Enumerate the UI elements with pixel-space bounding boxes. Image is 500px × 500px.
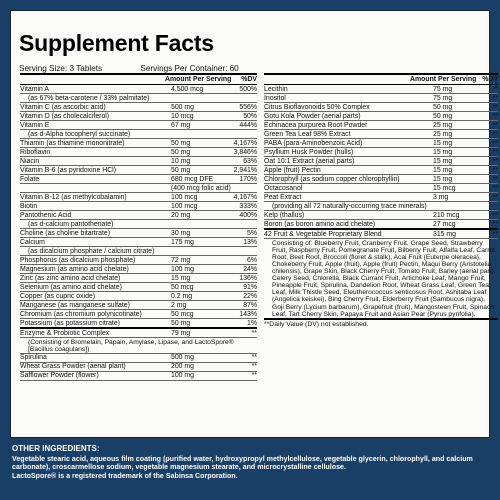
nutrient-row — [20, 256, 257, 265]
nutrient-amount: 25 mg — [433, 130, 453, 138]
nutrient-dv: ** — [492, 175, 498, 183]
nutrient-row — [20, 319, 257, 329]
nutrient-row — [20, 103, 257, 112]
nutrient-dv: 5% — [247, 229, 257, 237]
nutrient-amount: 79 mg — [171, 329, 191, 337]
nutrient-name: Echinacea purpurea Root Powder — [264, 121, 368, 129]
nutrient-name: Riboflavin — [20, 148, 51, 156]
nutrient-row — [20, 202, 257, 211]
nutrient-name: (providing all 72 naturally-occurring trace minerals) — [272, 202, 427, 210]
nutrient-name: Kelp (thallus) — [264, 211, 305, 219]
nutrient-row — [20, 175, 257, 184]
nutrient-dv: ** — [492, 130, 498, 138]
nutrient-amount: 680 mcg DFE — [171, 175, 214, 183]
nutrient-row — [20, 329, 257, 338]
nutrient-name: Oat 10:1 Extract (aerial parts) — [264, 157, 355, 165]
nutrient-dv: ** — [492, 184, 498, 192]
nutrient-dv: 13% — [243, 238, 257, 246]
nutrient-row — [264, 184, 498, 193]
nutrient-dv: 1% — [247, 319, 257, 327]
nutrient-name: Chromium (as chromium polynicotinate) — [20, 310, 142, 318]
nutrient-row — [20, 148, 257, 157]
nutrient-name: Apple (fruit) Pectin — [264, 166, 321, 174]
nutrient-amount: 100 mg — [171, 372, 194, 380]
nutrient-dv: ** — [251, 372, 257, 380]
nutrient-name: Vitamin B-6 (as pyridoxine HCl) — [20, 166, 116, 174]
nutrient-row — [264, 85, 498, 94]
nutrient-row — [20, 85, 257, 94]
nutrient-amount: 15 mg — [433, 139, 453, 147]
nutrient-dv: 2,941% — [233, 166, 257, 174]
nutrient-row — [20, 363, 257, 372]
nutrient-row — [20, 157, 257, 166]
nutrient-amount: 100 mcg — [171, 202, 198, 210]
nutrient-row — [20, 338, 257, 354]
other-ingredients — [12, 445, 492, 480]
nutrient-amount: 15 mg — [433, 148, 453, 156]
nutrient-name: Consisting of: Blueberry Fruit, Cranberry Fruit, Grape Seed, Strawberry Fruit, Raspberry Fruit, Pomegranate Fruit, Bilberry Fruit, Alfalfa Leaf, Carrot Root, Beet Root, Broccoli (floret & stalk), Acai Fruit (Euterpe oleracea), Chokeberry Fruit, Apple (fruit), Apple (fruit) Pectin, Maqui Berry (Aristotelia chilensis), Grape Skin, Black Cherry Fruit, Tomato Fruit, Barley (aerial part), Celery Seed, Chlorella, Black Currant Fruit, Artichoke Leaf, Mango Fruit, Pineapple Fruit, Spirulina, Dandelion Root, Wheat Grass Leaf, Green Tea Leaf, Milk Thistle Seed, Eleutherococcus senticosus Root, Ashitaba Leaf (Angelica keiskei), Bing Cherry Fruit, Elderberry Fruit (Sambucus nigra), Goji Berry (Lycium barbarum), Grapefruit (fruit), Mangosteen Fruit, Spinach Leaf, Tart Cherry Skin, Papaya Fruit and Asian Pear (Pyrus pyrifolia). — [272, 239, 496, 318]
nutrient-row — [20, 130, 257, 139]
nutrient-amount: 500 mg — [171, 103, 194, 111]
nutrient-row — [20, 247, 257, 256]
nutrient-row — [20, 166, 257, 175]
nutrient-dv: 500% — [239, 85, 257, 93]
nutrient-dv: ** — [492, 139, 498, 147]
dv-footnote: **Daily Value (DV) not established. — [264, 321, 369, 329]
nutrient-dv: 6% — [247, 256, 257, 264]
nutrient-dv: ** — [492, 112, 498, 120]
nutrient-amount: 100 mg — [171, 265, 194, 273]
nutrient-row — [264, 157, 498, 166]
nutrient-amount: 50 mg — [433, 103, 453, 111]
nutrient-row — [20, 193, 257, 202]
nutrient-name: Vitamin C (as ascorbic acid) — [20, 103, 106, 111]
nutrient-amount: 25 mg — [433, 121, 453, 129]
nutrient-dv: 3,846% — [233, 148, 257, 156]
nutrient-amount: 10 mg — [171, 157, 191, 165]
nutrient-row — [20, 283, 257, 292]
nutrient-row — [20, 220, 257, 229]
nutrient-name: Magnesium (as amino acid chelate) — [20, 265, 129, 273]
nutrient-dv: ** — [492, 148, 498, 156]
panel-title: Supplement Facts — [19, 30, 214, 56]
nutrient-name: Zinc (as zinc amino acid chelate) — [20, 274, 121, 282]
nutrient-amount: 3 mg — [433, 193, 449, 201]
nutrient-row — [20, 94, 257, 103]
nutrient-dv: ** — [251, 363, 257, 371]
nutrient-row — [20, 211, 257, 220]
nutrient-name: Thiamin (as thiamine mononitrate) — [20, 139, 125, 147]
left-column — [20, 73, 257, 381]
nutrient-amount: 67 mg — [171, 121, 191, 129]
nutrient-dv: ** — [492, 193, 498, 201]
nutrient-amount: 210 mcg — [433, 211, 460, 219]
nutrient-dv: 87% — [243, 301, 257, 309]
nutrient-name: Copper (as cupric oxide) — [20, 292, 96, 300]
nutrient-name: Green Tea Leaf 98% Extract — [264, 130, 351, 138]
left-column-header — [20, 73, 257, 85]
nutrient-name: Gotu Kola Powder (aerial parts) — [264, 112, 361, 120]
nutrient-row — [20, 184, 257, 193]
nutrient-row — [20, 112, 257, 121]
nutrient-row — [264, 211, 498, 220]
nutrient-name: Niacin — [20, 157, 40, 165]
nutrient-name: Vitamin A — [20, 85, 49, 93]
nutrient-dv: 4,167% — [233, 193, 257, 201]
serving-size: Serving Size: 3 Tablets — [19, 64, 103, 73]
nutrient-row — [20, 310, 257, 319]
other-ingredients-text: Vegetable stearic acid, aqueous film coating (purified water, hydroxypropyl methylcellulose, vegetable glycerin, chlorophyll, and calcium carbonate), croscarmellose sodium, vegetable magnesium stearate, and microcrystalline cellulose. — [12, 454, 473, 472]
nutrient-amount: 10 mcg — [171, 112, 194, 120]
nutrient-row — [264, 130, 498, 139]
nutrient-amount: 20 mg — [171, 211, 191, 219]
nutrient-dv: ** — [492, 94, 498, 102]
nutrient-name: Lecithin — [264, 85, 288, 93]
nutrient-amount: 50 mg — [171, 319, 191, 327]
servings-per-container: Servings Per Container: 60 — [140, 64, 239, 73]
nutrient-name: Phosphorus (as dicalcium phosphate) — [20, 256, 136, 264]
nutrient-amount: 2 mg — [171, 301, 187, 309]
nutrient-amount: 15 mg — [433, 157, 453, 165]
nutrient-name: Chlorophyll (as sodium copper chlorophyllin) — [264, 175, 400, 183]
other-ingredients-heading: OTHER INGREDIENTS: — [12, 444, 100, 453]
nutrient-name: Octacosanol — [264, 184, 303, 192]
nutrient-amount: 4,500 mcg — [171, 85, 204, 93]
nutrient-amount: 0.2 mg — [171, 292, 193, 300]
nutrient-name: Vitamin D (as cholecalciferol) — [20, 112, 110, 120]
nutrient-amount: 15 mcg — [433, 184, 456, 192]
nutrient-name: Enzyme & Probiotic Complex — [20, 329, 110, 337]
nutrient-amount: 75 mg — [433, 85, 453, 93]
nutrient-amount: 50 mg — [171, 139, 191, 147]
nutrient-dv: 24% — [243, 265, 257, 273]
right-column — [264, 73, 498, 328]
nutrient-amount: 72 mg — [171, 256, 191, 264]
dv-header: %DV — [241, 76, 257, 83]
nutrient-name: Vitamin E — [20, 121, 50, 129]
nutrient-row — [20, 121, 257, 130]
nutrient-row — [264, 112, 498, 121]
right-nutrient-list — [264, 85, 498, 320]
nutrient-dv: ** — [492, 103, 498, 111]
nutrient-row — [264, 94, 498, 103]
nutrient-amount: 175 mg — [171, 238, 194, 246]
nutrient-amount: 15 mg — [433, 166, 453, 174]
nutrient-dv: 4,167% — [233, 139, 257, 147]
nutrient-row — [264, 121, 498, 130]
nutrient-name: Pantothenic Acid — [20, 211, 72, 219]
nutrient-name: Boron (as boron amino acid chelate) — [264, 220, 376, 228]
nutrient-name: (as d-Alpha tocopheryl succinate) — [28, 130, 131, 138]
nutrient-row — [264, 175, 498, 184]
nutrient-row — [264, 148, 498, 157]
nutrient-name: Citrus Bioflavonoids 50% Complex — [264, 103, 370, 111]
nutrient-dv: 50% — [243, 112, 257, 120]
nutrient-row — [20, 372, 257, 381]
nutrient-row — [20, 238, 257, 247]
nutrient-dv: ** — [492, 230, 498, 238]
nutrient-row — [20, 139, 257, 148]
nutrient-name: (as d-calcium pantothenate) — [28, 220, 114, 228]
nutrient-dv: 63% — [243, 157, 257, 165]
nutrient-name: 42 Fruit & Vegetable Proprietary Blend — [264, 230, 382, 238]
amount-header: Amount Per Serving — [165, 76, 232, 83]
left-nutrient-list — [20, 85, 257, 381]
nutrient-name: Selenium (as amino acid chelate) — [20, 283, 122, 291]
nutrient-name: PABA (para-Aminobenzoic Acid) — [264, 139, 363, 147]
nutrient-name: (as 67% beta-carotene / 33% palmitate) — [28, 94, 150, 102]
nutrient-amount: 15 mg — [433, 175, 453, 183]
nutrient-name: (Consisting of Bromelain, Papain, Amylase, Lipase, and LactoSpore® [Bacillus coagulans]) — [28, 338, 234, 353]
nutrient-dv: 556% — [239, 103, 257, 111]
nutrient-amount: 50 mg — [433, 112, 453, 120]
nutrient-dv: ** — [492, 166, 498, 174]
nutrient-amount: 27 mcg — [433, 220, 456, 228]
nutrient-name: Spirulina — [20, 354, 47, 362]
nutrient-amount: 50 mcg — [171, 283, 194, 291]
nutrient-dv: 22% — [243, 292, 257, 300]
nutrient-name: Safflower Powder (flower) — [20, 372, 99, 380]
amount-header: Amount Per Serving — [410, 76, 477, 83]
nutrient-name: Choline (as choline bitartrate) — [20, 229, 111, 237]
nutrient-amount: 200 mg — [171, 363, 194, 371]
nutrient-amount: 50 mcg — [171, 310, 194, 318]
nutrient-name: Manganese (as manganese sulfate) — [20, 301, 130, 309]
nutrient-row — [20, 229, 257, 238]
nutrient-row — [20, 265, 257, 274]
supplement-facts-panel — [10, 10, 498, 438]
nutrient-row — [20, 292, 257, 301]
nutrient-row — [264, 202, 498, 211]
nutrient-amount: 50 mg — [171, 148, 191, 156]
nutrient-amount: 50 mg — [171, 166, 191, 174]
nutrient-name: Inositol — [264, 94, 286, 102]
nutrient-name: Psyllium Husk Powder (hulls) — [264, 148, 354, 156]
nutrient-row — [264, 230, 498, 239]
nutrient-row — [264, 139, 498, 148]
dv-header: %DV — [482, 76, 498, 83]
nutrient-dv: ** — [492, 121, 498, 129]
nutrient-name: Wheat Grass Powder (aerial plant) — [20, 363, 126, 371]
nutrient-row — [264, 220, 498, 230]
nutrient-amount: 100 mcg — [171, 193, 198, 201]
trademark-note: LactoSpore® is a registered trademark of the Sabinsa Corporation. — [12, 471, 238, 480]
nutrient-name: Potassium (as potassium citrate) — [20, 319, 120, 327]
nutrient-amount: 75 mg — [433, 94, 453, 102]
nutrient-amount: 30 mg — [171, 229, 191, 237]
nutrient-row — [264, 239, 498, 320]
nutrient-dv: ** — [492, 157, 498, 165]
nutrient-dv: 444% — [239, 121, 257, 129]
nutrient-row — [20, 274, 257, 283]
nutrient-amount: 315 mg — [433, 230, 456, 238]
nutrient-name: Folate — [20, 175, 40, 183]
nutrient-name: Calcium — [20, 238, 45, 246]
nutrient-row — [20, 301, 257, 310]
nutrient-name: (as dicalcium phosphate / calcium citrate) — [28, 247, 155, 255]
nutrient-amount: 500 mg — [171, 354, 194, 362]
nutrient-dv: ** — [492, 220, 498, 228]
nutrient-amount: 15 mg — [171, 274, 191, 282]
nutrient-dv: 170% — [239, 175, 257, 183]
nutrient-dv: 136% — [239, 274, 257, 282]
nutrient-row — [264, 193, 498, 202]
nutrient-name: Biotin — [20, 202, 38, 210]
right-column-header — [264, 73, 498, 85]
nutrient-row — [264, 103, 498, 112]
nutrient-amount: (400 mcg folic acid) — [171, 184, 231, 192]
nutrient-dv: ** — [251, 329, 257, 337]
nutrient-row — [264, 166, 498, 175]
nutrient-dv: 333% — [239, 202, 257, 210]
nutrient-dv: ** — [492, 85, 498, 93]
nutrient-dv: ** — [492, 211, 498, 219]
nutrient-name: Peat Extract — [264, 193, 302, 201]
nutrient-dv: ** — [251, 354, 257, 362]
nutrient-dv: 143% — [239, 310, 257, 318]
nutrient-name: Vitamin B-12 (as methylcobalamin) — [20, 193, 127, 201]
nutrient-row — [20, 354, 257, 363]
nutrient-dv: 400% — [239, 211, 257, 219]
nutrient-dv: 91% — [243, 283, 257, 291]
